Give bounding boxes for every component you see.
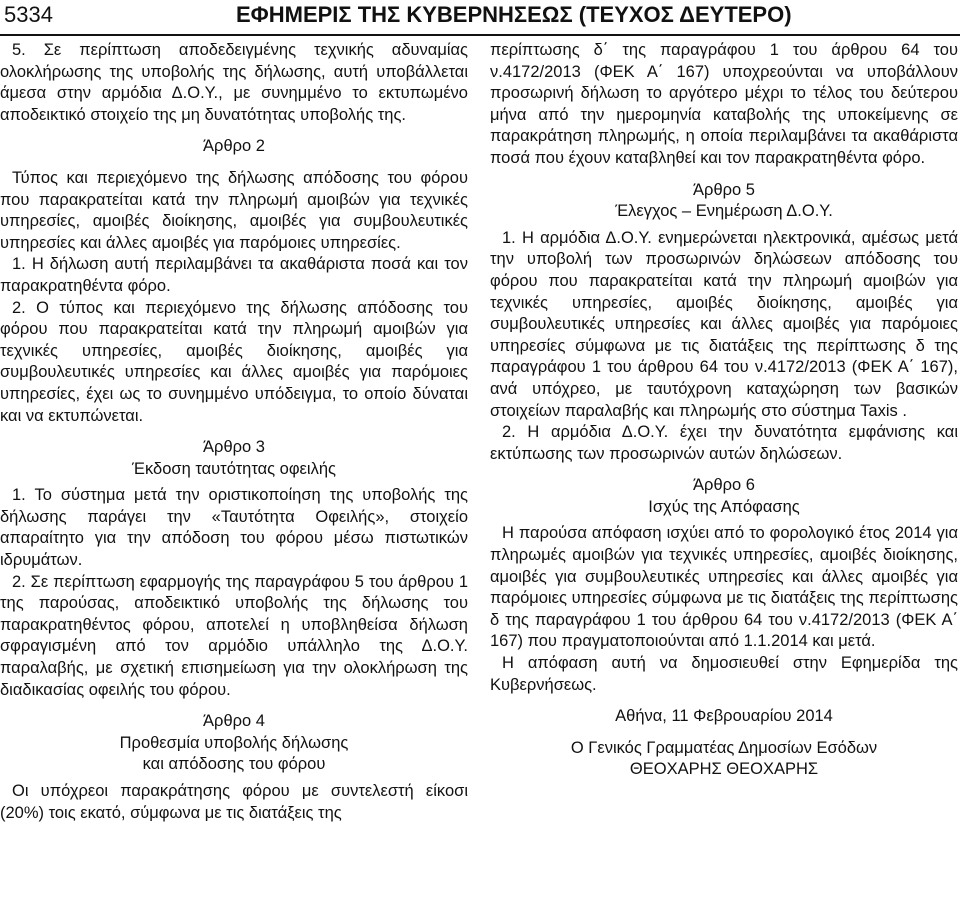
page-header (0, 0, 960, 36)
article-2-title: Τύπος και περιεχόμενο της δήλωσης απόδοσης του φόρου που παρακρατείται κατά την πληρωμή αμοιβών για τεχνικές υπηρεσίες, αμοιβές διοίκησης, αμοιβές για συμβουλευτικές υπηρεσίες και άλλες αμοιβές για παρόμοιες υπηρεσίες. (0, 168, 468, 252)
signature-name: ΘΕΟΧΑΡΗΣ ΘΕΟΧΑΡΗΣ (629, 760, 819, 779)
left-column (0, 40, 468, 824)
article-2-paragraph-2: 2. Ο τύπος και περιεχόμενο της δήλωσης απόδοσης του φόρου που παρακρατείται κατά την πληρωμή αμοιβών για τεχνικές υπηρεσίες, αμοιβές διοίκησης, αμοιβές για συμβουλευτικές υπηρεσίες και άλλες αμοιβές για παρόμοιες υπηρεσίες, έχει ως το συνημμένο υπόδειγμα, το οποίο δύναται και να εκτυπώνεται. (0, 298, 468, 425)
article-4-title-line-2: και απόδοσης του φόρου (142, 755, 326, 774)
article-2-heading: Άρθρο 2 (203, 137, 265, 156)
article-3-paragraph-1: 1. Το σύστημα μετά την οριστικοποίηση της υποβολής της δήλωσης παράγει την «Ταυτότητα Οφειλής», στοιχείο απαραίτητο για την απόδοση του φόρου μέσω πιστωτικών ιδρυμάτων. (0, 486, 468, 570)
article-6-paragraph-2: Η απόφαση αυτή να δημοσιευθεί στην Εφημερίδα της Κυβερνήσεως. (490, 654, 958, 694)
article-6-paragraph-1: Η παρούσα απόφαση ισχύει από το φορολογικό έτος 2014 για πληρωμές αμοιβών για τεχνικές υπηρεσίες, αμοιβές διοίκησης, αμοιβές για συμβουλευτικές υπηρεσίες και άλλες αμοιβές για παρόμοιες υπηρεσίες σύμφωνα με τις διατάξεις της περίπτωσης δ της παραγράφου 1 του άρθρου 64 του ν.4172/2013 (ΦΕΚ Α΄ 167) που πραγματοποιούνται από 1.1.2014 και μετά. (490, 524, 958, 651)
article-4-continuation: περίπτωσης δ΄ της παραγράφου 1 του άρθρου 64 του ν.4172/2013 (ΦΕΚ Α΄ 167) υποχρεούνται να υποβάλλουν προσωρινή δήλωση το αργότερο μέχρι το τέλος του δεύτερου μήνα από την ημερομηνία καταβολής της υποκείμενης σε παρακράτηση πληρωμής, η οποία περιλαμβάνει τα ακαθάριστα ποσά που έχουν καταβληθεί και τον παρακρατηθέντα φόρο. (490, 41, 958, 167)
signature-block (490, 706, 958, 781)
article-4-heading: Άρθρο 4 (203, 712, 265, 731)
journal-title: ΕΦΗΜΕΡΙΣ ΤΗΣ ΚΥΒΕΡΝΗΣΕΩΣ (ΤΕΥΧΟΣ ΔΕΥΤΕΡΟ) (236, 2, 792, 27)
article-3-heading: Άρθρο 3 (203, 438, 265, 457)
intro-paragraph: 5. Σε περίπτωση αποδεδειγμένης τεχνικής αδυναμίας ολοκλήρωσης της υποβολής της δήλωσης, αυτή υποβάλλεται άμεσα στην αρμόδια Δ.Ο.Υ., με συνημμένο το εκτυπωμένο αποδεικτικό στοιχείο της μη δυνατότητας υποβολής της. (0, 41, 468, 124)
article-3-title: Έκδοση ταυτότητας οφειλής (132, 459, 336, 478)
page-number: 5334 (4, 2, 53, 27)
article-5-heading: Άρθρο 5 (693, 180, 755, 199)
article-4-paragraph-1: Οι υπόχρεοι παρακράτησης φόρου με συντελεστή είκοσι (20%) τοις εκατό, σύμφωνα με τις διατάξεις της (0, 782, 468, 822)
signature-role: Ο Γενικός Γραμματέας Δημοσίων Εσόδων (570, 738, 878, 757)
article-6-title: Ισχύς της Απόφασης (648, 497, 800, 516)
article-2-paragraph-1: 1. Η δήλωση αυτή περιλαμβάνει τα ακαθάριστα ποσά και τον παρακρατηθέντα φόρο. (0, 255, 468, 295)
article-5-paragraph-2: 2. Η αρμόδια Δ.Ο.Υ. έχει την δυνατότητα εμφάνισης και εκτύπωσης των προσωρινών αυτών δηλώσεων. (490, 423, 958, 463)
article-5-paragraph-1: 1. Η αρμόδια Δ.Ο.Υ. ενημερώνεται ηλεκτρονικά, αμέσως μετά την υποβολή των προσωρινών δηλώσεων απόδοσης του φόρου που παρακρατείται κατά την πληρωμή αμοιβών για τεχνικές υπηρεσίες, αμοιβές διοίκησης, αμοιβές για συμβουλευτικές υπηρεσίες και άλλες αμοιβές για παρόμοιες υπηρεσίες σύμφωνα με τις διατάξεις της περίπτωσης δ της παραγράφου 1 του άρθρου 64 του ν.4172/2013 (ΦΕΚ Α΄ 167), ανά υπόχρεο, με ταυτόχρονη καταχώρηση των βασικών στοιχείων παραλαβής και πληρωμής στο σύστημα Taxis . (490, 228, 958, 420)
article-5-title: Έλεγχος – Ενημέρωση Δ.Ο.Υ. (615, 202, 833, 221)
article-3-paragraph-2: 2. Σε περίπτωση εφαρμογής της παραγράφου 5 του άρθρου 1 της παρούσας, αποδεικτικό υποβολής της δήλωσης του παρακρατηθέντος φόρου, αποτελεί η υποβληθείσα δήλωση σφραγισμένη από τον αρμόδιο υπάλληλο της Δ.Ο.Υ. παραλαβής, με σχετική επισημείωση για την ολοκλήρωση της διαδικασίας οφειλής του φόρου. (0, 572, 468, 699)
article-6-heading: Άρθρο 6 (693, 476, 755, 495)
article-4-title-line-1: Προθεσμία υποβολής δήλωσης (119, 733, 349, 752)
right-column (490, 40, 958, 781)
signature-place-date: Αθήνα, 11 Φεβρουαρίου 2014 (615, 707, 833, 726)
